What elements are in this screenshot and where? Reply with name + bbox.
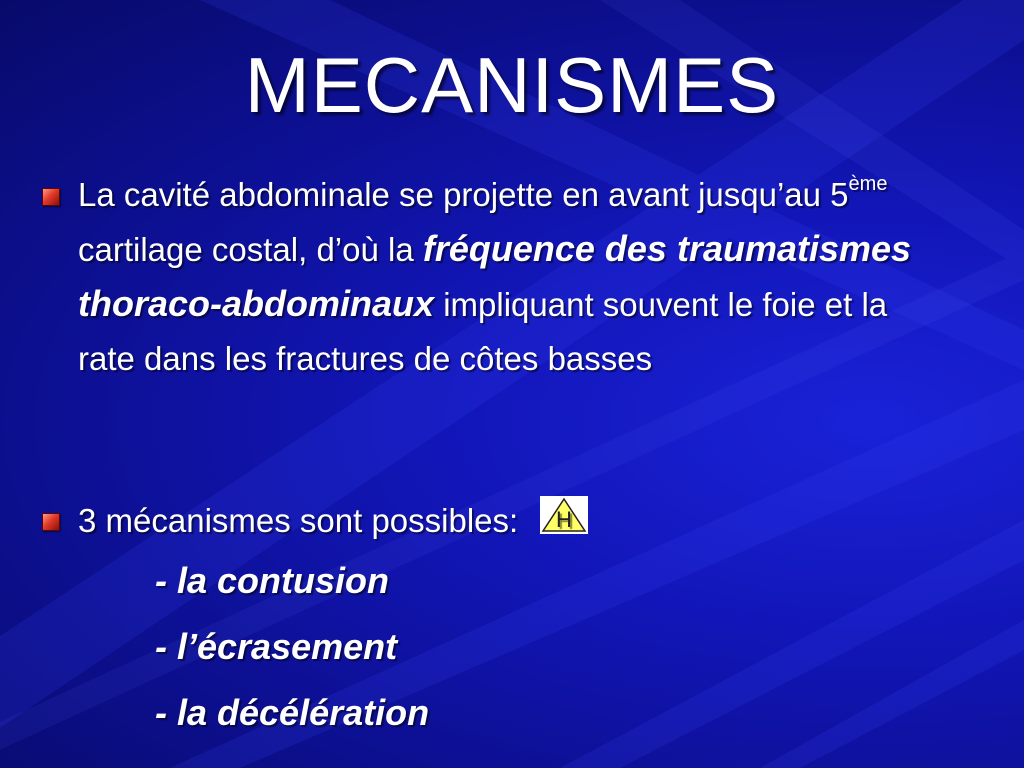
bullet-marker-1 (42, 188, 60, 206)
mechanism-contusion: - la contusion (155, 560, 389, 601)
bullet1-part3: impliquant souvent le foie et la rate dans les fractures de côtes basses (78, 286, 888, 377)
mechanism-deceleration: - la décélération (155, 692, 430, 733)
bullet-marker-2 (42, 513, 60, 531)
bullet1-superscript: ème (848, 173, 888, 195)
bullet-text-1 (78, 168, 928, 386)
bullet2-text: 3 mécanismes sont possibles: (78, 502, 519, 539)
slide-title: MECANISMES (244, 41, 780, 129)
mechanism-ecrasement: - l’écrasement (155, 626, 398, 667)
bullet1-part2: cartilage costal, d’où la (78, 231, 423, 268)
hazard-h-icon[interactable] (540, 496, 588, 534)
hazard-icon-label: H (556, 507, 573, 532)
bullet1-emphasis: fréquence des traumatismes thoraco-abdominaux (78, 228, 912, 324)
bullet-text-2 (78, 494, 878, 548)
bullet1-part1: La cavité abdominale se projette en avant jusqu’au 5 (78, 176, 849, 213)
